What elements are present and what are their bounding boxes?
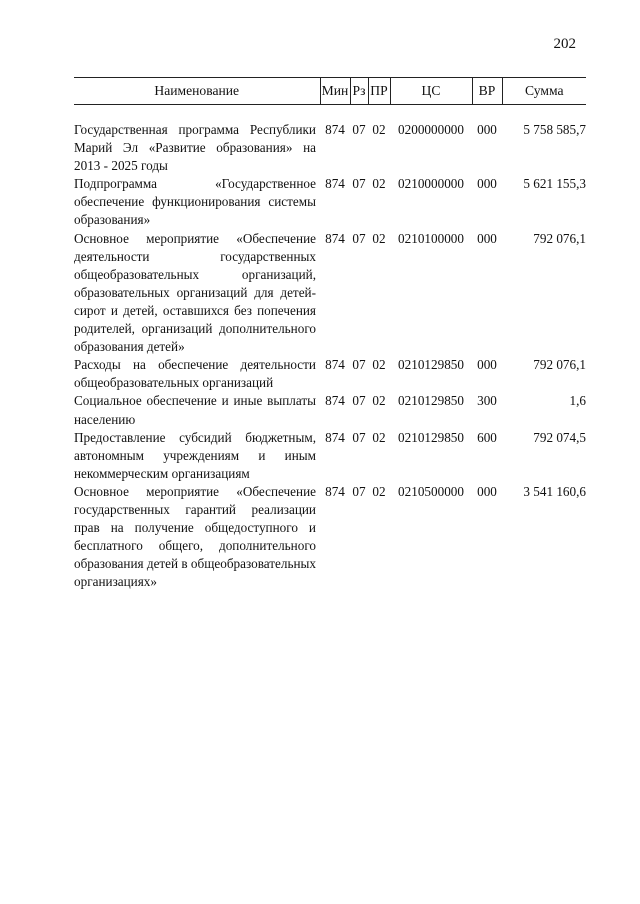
row-min: 874	[325, 176, 345, 192]
row-sum: 5 621 155,3	[523, 176, 586, 192]
row-vr: 300	[477, 393, 497, 409]
table-row	[74, 175, 586, 229]
budget-table	[74, 77, 586, 591]
row-min: 874	[325, 122, 345, 137]
row-vr: 000	[477, 357, 497, 373]
row-vr: 000	[477, 230, 497, 246]
table-row	[74, 429, 586, 483]
row-pr: 02	[372, 483, 386, 499]
row-name: Основное мероприятие «Обеспечение государственных гарантий реализации прав на получение общедоступного и бесплатного общего, дополнительного образования детей в общеобразовательных организациях»	[74, 483, 316, 590]
row-pr: 02	[372, 122, 386, 137]
header-pr: ПР	[368, 78, 390, 105]
row-name: Основное мероприятие «Обеспечение деятельности государственных общеобразовательных организаций, образовательных организаций для детей-сирот и детей, оставшихся без попечения родителей, организаций дополнительного образования детей»	[74, 230, 316, 355]
row-min: 874	[325, 429, 345, 445]
row-vr: 600	[477, 429, 497, 445]
row-vr: 000	[477, 122, 497, 137]
header-row	[74, 78, 586, 105]
row-cs: 0210129850	[398, 429, 464, 445]
header-min: Мин	[320, 78, 350, 105]
row-rz: 07	[352, 230, 366, 246]
row-min: 874	[325, 393, 345, 409]
header-name: Наименование	[74, 78, 320, 105]
row-cs: 0210000000	[398, 176, 464, 192]
header-cs: ЦС	[390, 78, 472, 105]
row-sum: 792 074,5	[533, 429, 586, 445]
header-vr: ВР	[472, 78, 502, 105]
row-name: Подпрограмма «Государственное обеспечение функционирования системы образования»	[74, 176, 316, 228]
table-row	[74, 483, 586, 592]
table-row	[74, 230, 586, 357]
row-sum: 792 076,1	[533, 357, 586, 373]
table-row	[74, 392, 586, 428]
row-sum: 792 076,1	[533, 230, 586, 246]
row-min: 874	[325, 230, 345, 246]
table-row	[74, 121, 586, 175]
row-min: 874	[325, 483, 345, 499]
table-row	[74, 356, 586, 392]
row-sum: 3 541 160,6	[523, 483, 586, 499]
row-vr: 000	[477, 483, 497, 499]
page-number: 202	[553, 36, 576, 52]
row-pr: 02	[372, 176, 386, 192]
row-pr: 02	[372, 393, 386, 409]
row-min: 874	[325, 357, 345, 373]
row-pr: 02	[372, 230, 386, 246]
row-sum: 5 758 585,7	[523, 122, 586, 137]
row-cs: 0200000000	[398, 122, 464, 137]
row-rz: 07	[352, 429, 366, 445]
row-pr: 02	[372, 357, 386, 373]
row-name: Социальное обеспечение и иные выплаты населению	[74, 393, 316, 427]
header-rz: Рз	[350, 78, 368, 105]
row-name: Государственная программа Республики Марий Эл «Развитие образования» на 2013 - 2025 годы	[74, 122, 316, 174]
row-rz: 07	[352, 393, 366, 409]
row-sum: 1,6	[569, 393, 586, 409]
header-sum: Сумма	[502, 78, 586, 105]
row-cs: 0210129850	[398, 357, 464, 373]
row-vr: 000	[477, 176, 497, 192]
row-rz: 07	[352, 483, 366, 499]
row-pr: 02	[372, 429, 386, 445]
row-rz: 07	[352, 357, 366, 373]
row-cs: 0210100000	[398, 230, 464, 246]
row-name: Расходы на обеспечение деятельности общеобразовательных организаций	[74, 357, 316, 391]
row-rz: 07	[352, 176, 366, 192]
row-name: Предоставление субсидий бюджетным, автономным учреждениям и иным некоммерческим организациям	[74, 429, 316, 481]
row-rz: 07	[352, 122, 366, 137]
row-cs: 0210129850	[398, 393, 464, 409]
row-cs: 0210500000	[398, 483, 464, 499]
